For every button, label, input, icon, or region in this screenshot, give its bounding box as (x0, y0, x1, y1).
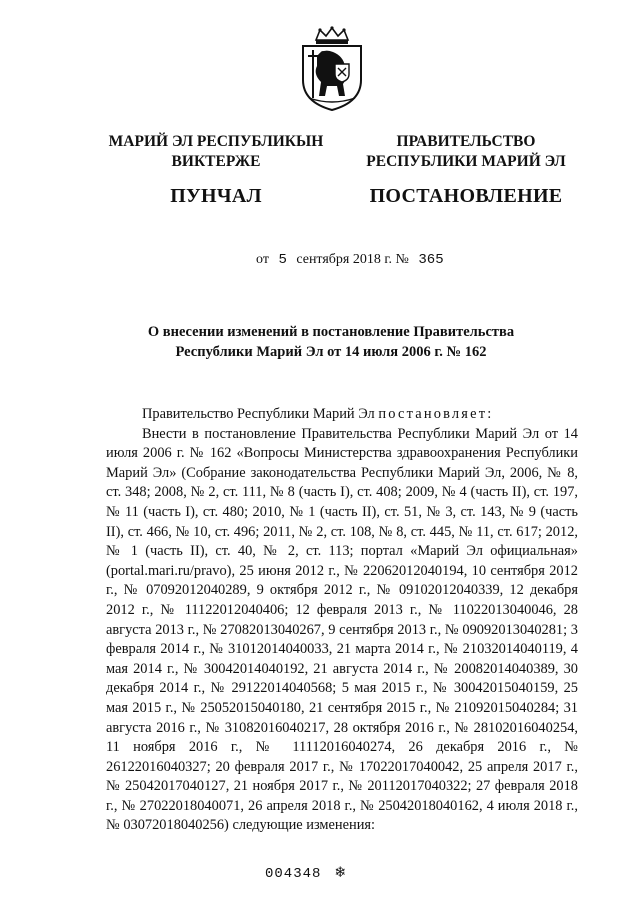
date-day: 5 (278, 252, 287, 268)
header-right (336, 132, 596, 209)
footer-serial (265, 862, 346, 882)
intro-paragraph (106, 405, 578, 425)
intro-spaced-word: постановляет: (378, 406, 494, 422)
document-title (106, 322, 556, 362)
snowflake-icon: ❄ (335, 864, 347, 882)
serial-number: 004348 (265, 866, 322, 882)
intro-prefix: Правительство Республики Марий Эл (142, 406, 375, 422)
title-line1: О внесении изменений в постановление Правительства (147, 324, 515, 340)
document-number: 365 (418, 252, 444, 268)
date-month-year: сентября 2018 г. (296, 252, 393, 267)
number-sign: № (395, 252, 409, 267)
document-body (106, 405, 578, 836)
coat-of-arms-icon (299, 26, 365, 112)
header-left (86, 132, 346, 209)
header-right-doc-type: ПОСТАНОВЛЕНИЕ (369, 185, 563, 207)
date-line (256, 252, 450, 268)
main-paragraph: Внести в постановление Правительства Республики Марий Эл от 14 июля 2006 г. № 162 «Вопросы Министерства здравоохранения Республики Марий Эл» (Собрание законодательства Республики Марий Эл, 2006, № 8, ст. 348; 2008, № 2, ст. 111, № 8 (часть I), ст. 408; 2009, № 4 (часть II), ст. 197, № 11 (часть I), ст. 480; 2010, № 1 (часть II), ст. 51, № 3, ст. 143, № 9 (часть II), ст. 466, № 10, ст. 496; 2011, № 2, ст. 108, № 8, ст. 445, № 11, ст. 617; 2012, № 1 (часть II), ст. 40, № 2, ст. 113; портал «Марий Эл официальная» (portal.mari.ru/pravo), 25 июня 2012 г., № 22062012040194, 10 сентября 2012 г., № 07092012040289, 9 октября 2012 г., № 09102012040339, 12 декабря 2012 г., № 11122012040406; 12 февраля 2013 г., № 11022013040046, 28 августа 2013 г., № 27082013040267, 9 сентября 2013 г., № 09092013040281; 3 февраля 2014 г., № 31012014040033, 21 марта 2014 г., № 21032014040119, 4 мая 2014 г., № 30042014040192, 21 августа 2014 г., № 20082014040389, 30 декабря 2014 г., № 29122014040568; 5 мая 2015 г., № 30042015040159, 25 мая 2015 г., № 25052015040180, 21 сентября 2015 г., № 21092015040284; 31 августа 2016 г., № 31082016040217, 28 октября 2016 г., № 28102016040254, 11 ноября 2016 г., № 11112016040274, 26 декабря 2016 г., № 26122016040327; 20 февраля 2017 г., № 17022017040042, 25 апреля 2017 г., № 25042017040127, 21 ноября 2017 г., № 20112017040322; 27 февраля 2018 г., № 27022018040071, 26 апреля 2018 г., № 25042018040162, 4 июля 2018 г., № 03072018040256) следующие изменения: (106, 425, 578, 834)
header-left-line2: ВИКТЕРЖЕ (171, 153, 261, 170)
header-left-doc-type: ПУНЧАЛ (170, 185, 262, 207)
date-from: от (256, 252, 269, 267)
header-left-line1: МАРИЙ ЭЛ РЕСПУБЛИКЫН (108, 133, 324, 150)
title-line2: Республики Марий Эл от 14 июля 2006 г. № 162 (175, 344, 487, 360)
header-right-line2: РЕСПУБЛИКИ МАРИЙ ЭЛ (366, 153, 566, 170)
header-right-line1: ПРАВИТЕЛЬСТВО (396, 133, 536, 150)
